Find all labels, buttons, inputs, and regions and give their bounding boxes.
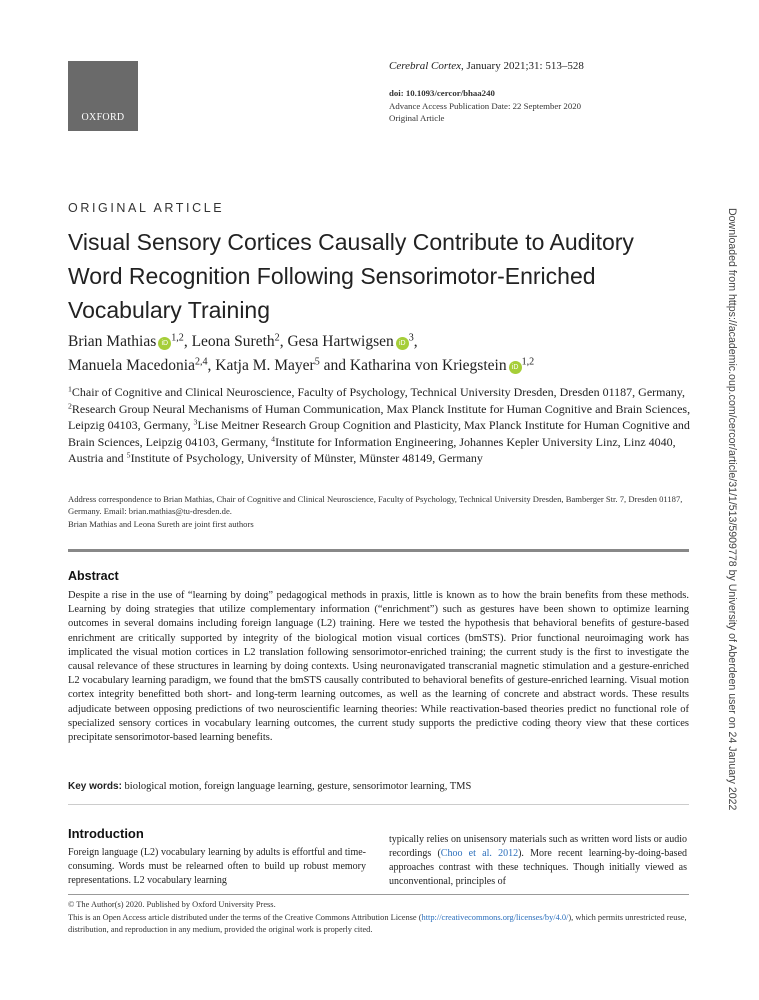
copyright-line: © The Author(s) 2020. Published by Oxford University Press. [68,900,276,909]
author-item[interactable]: Manuela Macedonia$^{2,4}$, [68,356,216,374]
license-link[interactable]: http://creativecommons.org/licenses/by/4.0/ [421,912,569,922]
orcid-icon[interactable]: iD [396,337,409,350]
oxford-logo [68,61,138,131]
correspondence-address: Address correspondence to Brian Mathias, Chair of Cognitive and Clinical Neuroscience, Faculty of Psychology, Technical University Dresden, Bamberger Str. 7, Dresden 01187, Germany. Email: brian.mathias@tu-dresden.de. [68,494,683,517]
affiliations: $^1$Chair of Cognitive and Clinical Neuroscience, Faculty of Psychology, Technical University Dresden, Dresden 01187, Germany, $^2$Research Group Neural Mechanisms of Human Communication, Max Planck Institute for Human Cognitive and Brain Sciences, Leipzig 04103, Germany, $^3$Lise Meitner Research Group Cognition and Plasticity, Max Planck Institute for Human Cognitive and Brain Sciences, Leipzig 04103, Germany, $^4$Institute for Information Engineering, Johannes Kepler University Linz, Linz 4040, Austria and $^5$Institute of Psychology, University of Münster, Münster 48149, Germany [68,384,691,466]
keywords-list: biological motion, foreign language learning, gesture, sensorimotor learning, TMS [121,781,472,792]
oxford-logo-text: OXFORD [81,112,125,123]
journal-issue: , January 2021;31: 513–528 [461,60,584,72]
author-item[interactable]: Katja M. Mayer$^5$ and [215,356,350,374]
introduction-heading: Introduction [68,826,144,841]
author-item[interactable]: Gesa Hartwigsen $iD^3$, [287,332,418,350]
author-item[interactable]: Leona Sureth$^2$, [191,332,288,350]
doi-line[interactable]: doi: 10.1093/cercor/bhaa240 [389,88,495,98]
orcid-icon[interactable]: iD [509,361,522,374]
keywords-divider [68,804,689,805]
orcid-icon[interactable]: iD [158,337,171,350]
author-item[interactable]: Brian Mathias iD$^{1,2}$, [68,332,192,350]
abstract-heading: Abstract [68,569,119,583]
correspondence [68,493,693,530]
joint-authors-note: Brian Mathias and Leona Sureth are joint first authors [68,518,254,529]
keywords [68,781,689,792]
intro-column-left: Foreign language (L2) vocabulary learning by adults is effortful and time-consuming. Words must be relearned often to build up robust memory representations. L2 vocabulary learning [68,847,366,887]
intro-column-right: typically relies on unisensory materials such as written word lists or audio recordings (Choo et al. 2012). More recent learning-by-doing-based approaches contrast with these techniques. Though initially viewed as unconventional, principles of [389,834,688,888]
journal-name: Cerebral Cortex [389,60,461,72]
article-type: Original Article [389,113,445,123]
download-note: Downloaded from https://academic.oup.com/cercor/article/31/1/513/5909778 by University of Aberdeen user on 24 January 2022 [726,208,738,811]
abstract-divider [68,549,689,552]
keywords-label: Key words: [68,781,122,792]
journal-citation [389,60,584,72]
author-item[interactable]: Katharina von Kriegstein iD$^{1,2}$ [349,356,535,374]
license-text: This is an Open Access article distributed under the terms of the Creative Commons Attribution License (http://creativecommons.org/licenses/by/4.0/), which permits unrestricted reuse, distribution, and reproduction in any medium, provided the original work is properly cited. [68,912,687,935]
download-sidebar [724,208,740,811]
footer-divider [68,894,689,895]
article-title: Visual Sensory Cortices Causally Contribute to Auditory Word Recognition Following Sensorimotor-Enriched Vocabulary Training [68,229,634,323]
footer-license [68,899,698,937]
access-date: Advance Access Publication Date: 22 September 2020 [389,101,582,111]
abstract-text: Despite a rise in the use of “learning by doing” pedagogical methods in praxis, little is known as to how the brain benefits from these methods. Learning by doing strategies that utilize complementary information (“enrichment”) such as gestures have been shown to optimize learning outcomes in several domains including foreign language (L2) training. Here we tested the hypothesis that behavioral benefits of gesture-based enrichment are critically supported by integrity of the biological motion visual cortices (bmSTS). Prior functional neuroimaging work has implicated the visual motion cortices in L2 translation following sensorimotor-enriched training; the current study is the first to investigate the causal relevance of these structures in learning by doing contexts. Using neuronavigated transcranial magnetic stimulation and a gesture-enriched L2 vocabulary learning paradigm, we found that the bmSTS causally contributed to behavioral benefits of gesture-enriched learning. Visual motion cortex integrity benefitted both short- and long-term learning outcomes, as well as the learning of concrete and abstract words. These results adjudicate between opposing predictions of two neuroscientific learning theories: While reactivation-based theories predict no functional role of specialized sensory cortices in vocabulary learning outcomes, the current study supports the predictive coding theory view that these cortices precipitate sensorimotor-based learning benefits. [68,590,689,744]
article-kicker: ORIGINAL ARTICLE [68,201,225,215]
citation-link[interactable]: Choo et al. 2012 [440,848,519,860]
author-list [68,330,708,378]
